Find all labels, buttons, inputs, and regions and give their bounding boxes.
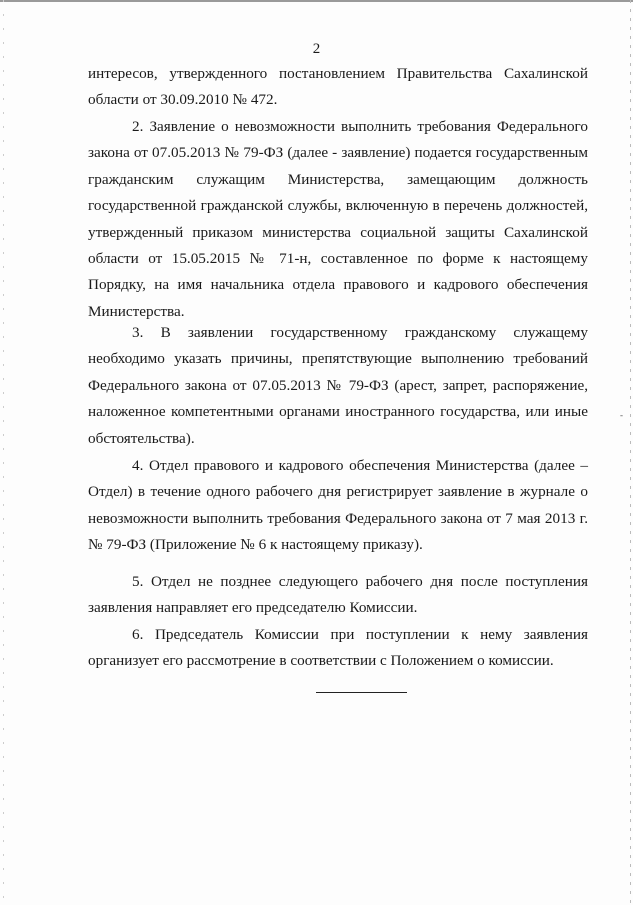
paragraph-3 <box>88 320 588 452</box>
end-of-text-rule <box>316 692 407 693</box>
paragraph-text: 3. В заявлении государственному гражданскому служащему необходимо указать причины, препятствующие выполнению требований Федерального закона от 07.05.2013 № 79-ФЗ (арест, запрет, распоряжение, наложенное компетентными органами иностранного государства, или иные обстоятельства). <box>88 324 588 447</box>
paragraph-6 <box>88 622 588 675</box>
scan-edge-top <box>0 0 633 2</box>
paragraph-text: интересов, утвержденного постановлением Правительства Сахалинской области от 30.09.2010 № 472. <box>88 65 588 109</box>
paragraph-text: 6. Председатель Комиссии при поступлении к нему заявления организует его рассмотрение в соответствии с Положением о комиссии. <box>88 626 588 670</box>
paragraph-text: 5. Отдел не позднее следующего рабочего дня после поступления заявления направляет его председателю Комиссии. <box>88 573 588 617</box>
paragraph-5 <box>88 569 588 622</box>
scan-edge-right <box>630 0 631 905</box>
paragraph-4 <box>88 453 588 559</box>
page-number: 2 <box>312 41 321 57</box>
paragraph-2 <box>88 114 588 325</box>
margin-scan-mark: - <box>620 410 623 420</box>
scan-edge-left <box>3 0 4 905</box>
paragraph-text: 4. Отдел правового и кадрового обеспечения Министерства (далее – Отдел) в течение одного рабочего дня регистрирует заявление в журнале о невозможности выполнить требования Федерального закона от 7 мая 2013 г. № 79-ФЗ (Приложение № 6 к настоящему приказу). <box>88 457 588 554</box>
paragraph-text: 2. Заявление о невозможности выполнить требования Федерального закона от 07.05.2013 № 79-ФЗ (далее - заявление) подается государственным гражданским служащим Министерства, замещающим должность государственной гражданской службы, включенную в перечень должностей, утвержденный приказом министерства социальной защиты Сахалинской области от 15.05.2015 № 71-н, составленное по форме к настоящему Порядку, на имя начальника отдела правового и кадрового обеспечения Министерства. <box>88 118 588 320</box>
paragraph-continuation <box>88 61 588 114</box>
